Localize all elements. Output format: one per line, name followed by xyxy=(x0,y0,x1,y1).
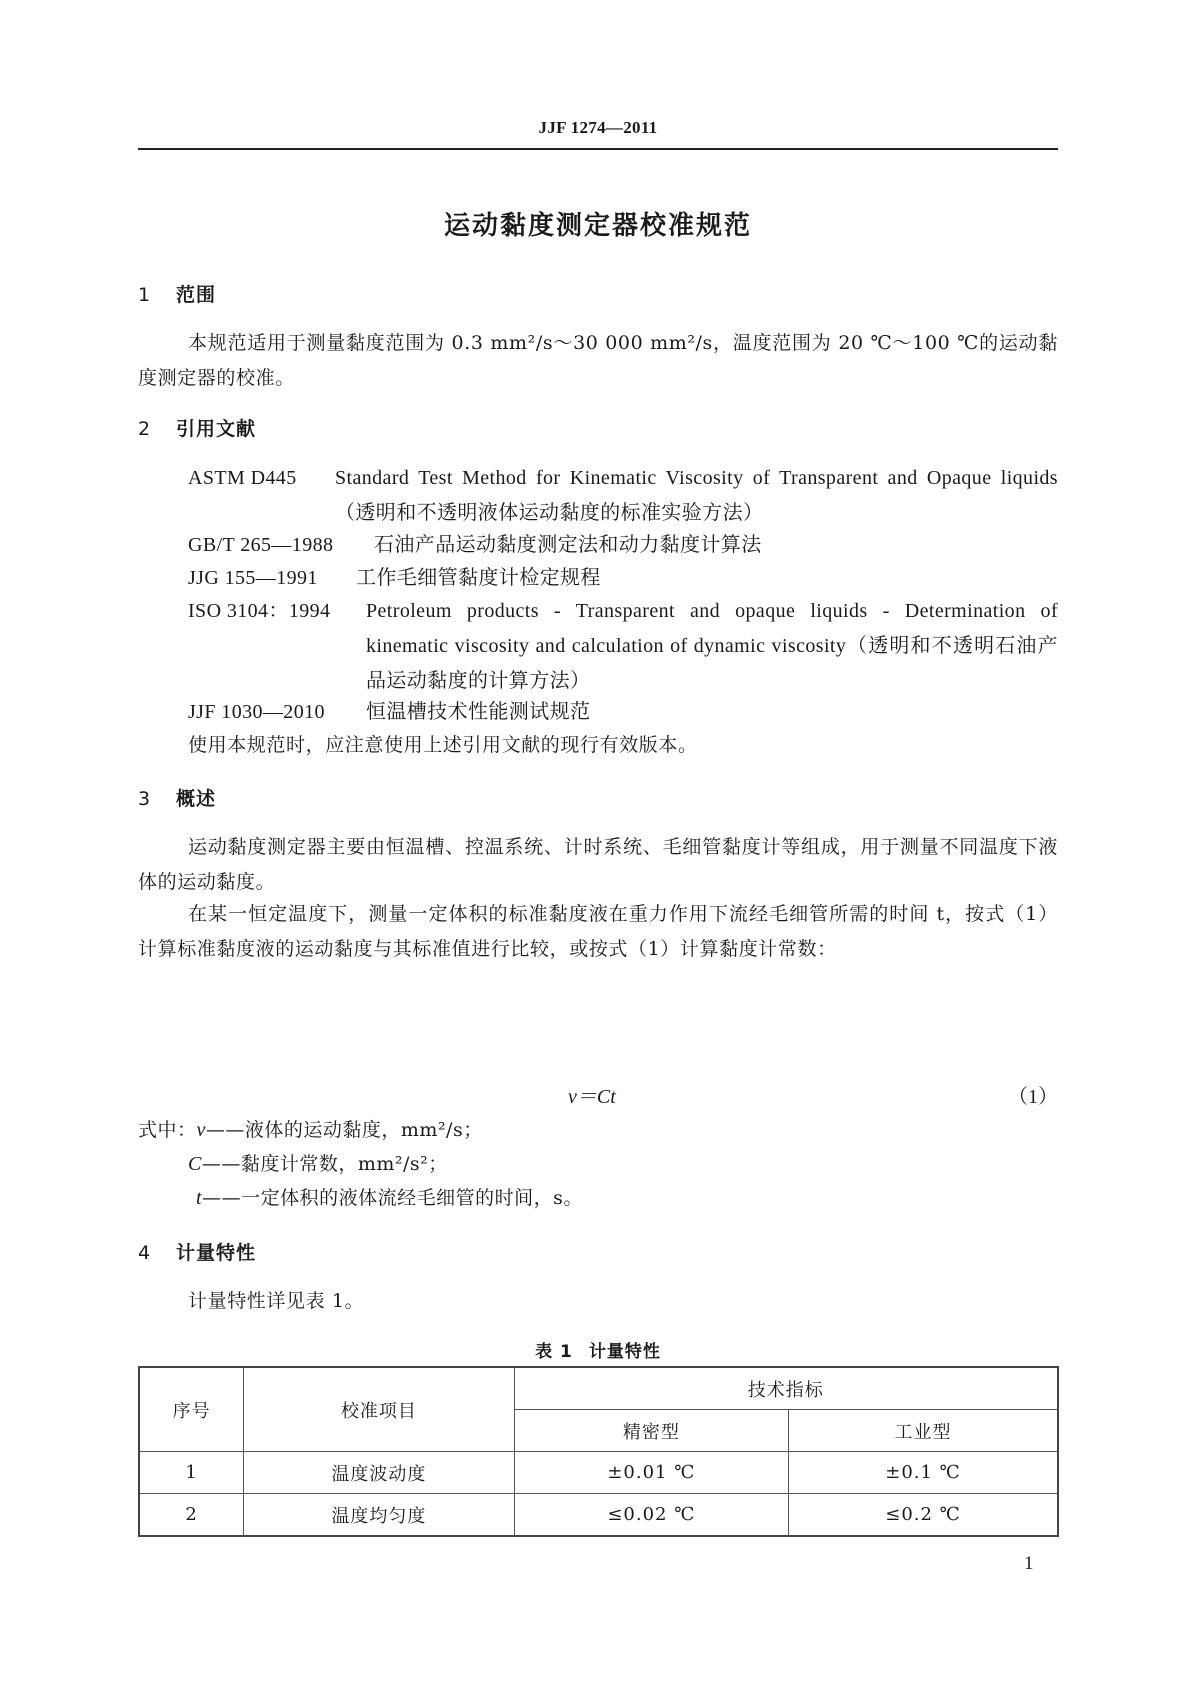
header-rule xyxy=(138,148,1058,150)
cell-item: 温度波动度 xyxy=(244,1452,514,1494)
formula-number: （1） xyxy=(1008,1086,1058,1108)
cell-item: 温度均匀度 xyxy=(244,1494,514,1537)
reference-code: GB/T 265—1988 xyxy=(188,534,334,556)
legend-description: ——液体的运动黏度，mm²/s； xyxy=(205,1119,483,1141)
reference-code: ISO 3104：1994 xyxy=(188,600,331,622)
section-1-heading xyxy=(138,280,216,307)
reference-code: JJG 155—1991 xyxy=(188,567,318,589)
section-title: 范围 xyxy=(176,284,217,306)
table-caption-number: 表 1 xyxy=(535,1342,573,1362)
reference-item xyxy=(188,594,1058,699)
table-caption-title: 计量特性 xyxy=(588,1342,661,1362)
metrological-characteristics-table xyxy=(138,1366,1059,1537)
section-title: 引用文献 xyxy=(176,418,257,440)
section-title: 概述 xyxy=(176,788,217,810)
table-row xyxy=(139,1494,1058,1537)
table-caption xyxy=(138,1337,1058,1362)
reference-item xyxy=(188,561,1058,596)
formula-legend-t xyxy=(196,1181,583,1216)
legend-symbol: C xyxy=(188,1153,202,1175)
section-number: 2 xyxy=(138,418,152,440)
section-number: 3 xyxy=(138,788,152,810)
reference-item xyxy=(188,695,1058,730)
cell-precision: ±0.01 ℃ xyxy=(514,1452,788,1494)
reference-item xyxy=(188,461,1058,531)
cell-precision: ≤0.02 ℃ xyxy=(514,1494,788,1537)
reference-item xyxy=(188,528,1058,563)
section-1-paragraph: 本规范适用于测量黏度范围为 0.3 mm²/s～30 000 mm²/s，温度范围为 20 ℃～100 ℃的运动黏度测定器的校准。 xyxy=(138,332,1058,389)
header-seq: 序号 xyxy=(139,1367,244,1452)
section-4-heading xyxy=(138,1238,256,1265)
running-header-doc-number: JJF 1274—2011 xyxy=(538,118,658,137)
legend-description: ——黏度计常数，mm²/s²； xyxy=(201,1153,448,1175)
legend-description: ——一定体积的液体流经毛细管的时间，s。 xyxy=(202,1187,583,1209)
document-title: 运动黏度测定器校准规范 xyxy=(443,211,752,241)
reference-title: Petroleum products - Transparent and opaque liquids - Determination of kinematic viscosity and calculation of dynamic viscosity（透明和不透明石油产品运动黏度的计算方法） xyxy=(366,600,1058,692)
section-title: 计量特性 xyxy=(176,1242,257,1264)
formula-1 xyxy=(138,1080,1058,1115)
section-3-heading xyxy=(138,784,216,811)
cell-seq: 1 xyxy=(139,1452,244,1494)
cell-seq: 2 xyxy=(139,1494,244,1537)
table-row xyxy=(139,1452,1058,1494)
table-header-row xyxy=(139,1367,1058,1410)
legend-label: 式中： xyxy=(138,1119,197,1141)
references-note: 使用本规范时，应注意使用上述引用文献的现行有效版本。 xyxy=(188,734,698,756)
section-2-heading xyxy=(138,414,256,441)
cell-industrial: ±0.1 ℃ xyxy=(789,1452,1058,1494)
header-precision: 精密型 xyxy=(514,1410,788,1452)
reference-title: Standard Test Method for Kinematic Viscosity of Transparent and Opaque liquids（透明和不透明液体运动黏度的标准实验方法） xyxy=(335,467,1058,524)
section-number: 1 xyxy=(138,284,152,306)
legend-symbol: t xyxy=(196,1187,203,1209)
header-industrial: 工业型 xyxy=(789,1410,1058,1452)
section-4-paragraph: 计量特性详见表 1。 xyxy=(188,1290,365,1312)
reference-code: ASTM D445 xyxy=(188,467,297,489)
formula-legend-c xyxy=(188,1147,448,1182)
header-spec: 技术指标 xyxy=(514,1367,1058,1410)
page-number: 1 xyxy=(1024,1553,1034,1574)
formula-expression: ν＝Ct xyxy=(568,1086,616,1108)
header-item: 校准项目 xyxy=(244,1367,514,1452)
reference-title: 恒温槽技术性能测试规范 xyxy=(366,701,591,723)
formula-legend-nu xyxy=(138,1113,483,1148)
cell-industrial: ≤0.2 ℃ xyxy=(789,1494,1058,1537)
section-number: 4 xyxy=(138,1242,152,1264)
section-3-paragraph-2: 在某一恒定温度下，测量一定体积的标准黏度液在重力作用下流经毛细管所需的时间 t，按式（1）计算标准黏度液的运动黏度与其标准值进行比较，或按式（1）计算黏度计常数： xyxy=(138,903,1058,960)
reference-title: 工作毛细管黏度计检定规程 xyxy=(356,567,601,589)
reference-title: 石油产品运动黏度测定法和动力黏度计算法 xyxy=(374,534,762,556)
reference-code: JJF 1030—2010 xyxy=(188,701,325,723)
legend-symbol: ν xyxy=(196,1119,206,1141)
section-3-paragraph-1: 运动黏度测定器主要由恒温槽、控温系统、计时系统、毛细管黏度计等组成，用于测量不同温度下液体的运动黏度。 xyxy=(138,836,1058,893)
